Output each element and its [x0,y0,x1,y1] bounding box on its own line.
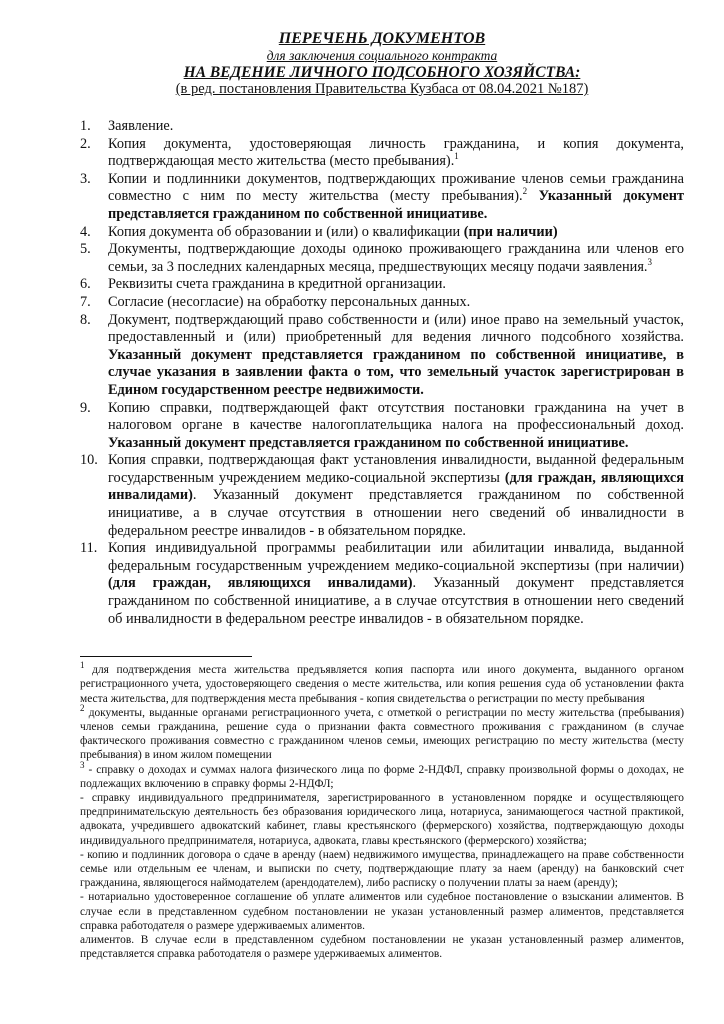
list-item [80,118,684,136]
item-text-bold: (при наличии) [463,223,558,240]
list-item [80,400,684,453]
footnote-ref: 2 [522,186,528,197]
item-number: 3. [80,170,91,187]
item-text-bold: (для граждан, являющихся инвалидами) [108,575,413,592]
item-text-bold: Указанный документ представляется гражданином по собственной инициативе. [108,434,629,451]
item-text-plain: Копия справки, подтверждающая факт установления инвалидности, выданной федеральным государственным учреждением медико-социальной экспертизы [108,452,684,486]
footnote-ref: 1 [454,151,459,162]
footnote-number: 3 [80,759,85,770]
item-text-plain-tail: . Указанный документ представляется гражданином по собственной инициативе, а в случае отсутствия в отношении него сведений об инвалидности в федеральном реестре инвалидов - в обязательном порядке. [108,487,684,539]
document-main-heading: НА ВЕДЕНИЕ ЛИЧНОГО ПОДСОБНОГО ХОЗЯЙСТВА: [183,64,581,81]
list-item [80,224,684,242]
item-text-plain: Копию справки, подтверждающей факт отсутствия постановки гражданина на учет в налоговом органе в качестве налогоплательщика налога на профессиональный доход. [108,399,684,434]
list-item [80,452,684,540]
footnote-1 [80,660,684,706]
footnote-duplicate-text: алиментов. В случае если в представленном судебном постановлении не указан установленный размер алиментов, представляется справка работодателя о размере удерживаемых алиментов. [80,934,684,961]
item-text [108,276,684,294]
item-text-bold: Указанный документ представляется гражданином по собственной инициативе. [108,188,684,222]
item-text [108,312,684,400]
item-text-bold: (для граждан, являющихся инвалидами) [108,469,685,504]
list-item [80,136,684,171]
item-number: 8. [80,311,91,328]
footnotes [80,660,684,961]
item-number: 5. [80,241,91,258]
footnote-number: 1 [80,660,85,671]
document-subtitle: для заключения социального контракта [266,48,498,63]
footnote-3-item: - справку индивидуального предпринимателя, зарегистрированного в установленном порядке и осуществляющего предпринимательскую деятельность без образования юридического лица, нотариуса, занимающегося частной практикой, адвоката, учредившего адвокатский кабинет, главы крестьянского (фермерского) хозяйства, подтверждающую доходы индивидуального предпринимателя, нотариуса, адвоката, главы крестьянского (фермерского) хозяйства; [80,792,684,847]
item-number: 7. [80,293,91,310]
document-title: ПЕРЕЧЕНЬ ДОКУМЕНТОВ [278,30,486,47]
list-item [80,540,684,628]
item-text [108,224,684,242]
list-item [80,241,684,276]
item-text-plain: Копия документа, удостоверяющая личность гражданина, и копия документа, подтверждающая место жительства (место пребывания). [108,135,684,170]
item-text [108,241,684,276]
item-number: 10. [80,452,98,469]
item-text-plain: Документы, подтверждающие доходы одиноко проживающего гражданина или членов его семьи, за 3 последних календарных месяца, предшествующих месяцу подачи заявления. [108,241,684,275]
item-text [108,136,684,171]
item-text-plain: Копия документа об образовании и (или) о квалификации [108,223,461,240]
document-list [80,118,684,628]
list-item [80,171,684,224]
footnote-text: - справку о доходах и суммах налога физического лица по форме 2-НДФЛ, справку произвольной формы о доходах, не подлежащих включению в справку формы 2-НДФЛ; [80,763,684,790]
footnote-3-item: - нотариально удостоверенное соглашение об уплате алиментов или судебное постановление о взыскании алиментов. В случае если в представленном судебном постановлении не указан установленный размер алиментов, представляется справка работодателя о размере удерживаемых алиментов. [80,891,684,932]
item-number: 9. [80,399,91,416]
item-number: 11. [80,540,98,557]
footnote-number: 2 [80,703,85,714]
item-text-plain: Документ, подтверждающий право собственности и (или) иное право на земельный участок, предоставленный и (или) приобретенный для ведения личного подсобного хозяйства. [108,311,684,346]
list-item [80,312,684,400]
item-number: 1. [80,118,91,134]
item-text-plain: Согласие (несогласие) на обработку персональных данных. [108,293,471,310]
list-item [80,276,684,294]
list-item [80,294,684,312]
item-text [108,294,684,312]
item-text [108,400,684,453]
item-text [108,118,684,136]
item-text [108,171,684,224]
footnote-separator [80,656,252,657]
item-text-bold: Указанный документ представляется гражданином по собственной инициативе, в случае указания в заявлении факта о том, что земельный участок зарегистрирован в Едином государственном реестре недвижимости. [108,346,684,398]
footnote-2 [80,703,684,763]
item-text [108,540,684,628]
item-text-plain: Реквизиты счета гражданина в кредитной организации. [108,276,446,293]
document-header [80,30,684,98]
item-text [108,452,684,540]
item-text-plain: Копии и подлинники документов, подтверждающих проживание членов семьи гражданина совместно с ним по месту жительства (месту пребывания). [108,170,684,205]
item-number: 6. [80,276,91,293]
footnote-text: документы, выданные органами регистрационного учета, с отметкой о регистрации по месту жительства (пребывания) членов семьи гражданина, решение суда о признании факта совместного проживания с гражданином (в случае фактического проживания совместно с гражданином членов семьи, имеющих регистрацию по месту жительства (месту пребывания) в ином жилом помещении [80,706,684,762]
document-revision-note: (в ред. постановления Правительства Кузбаса от 08.04.2021 №187) [175,81,589,97]
item-number: 4. [80,223,91,240]
item-text-plain-tail: . Указанный документ представляется гражданином по собственной инициативе, а в случае отсутствия в отношении него сведений об инвалидности в федеральном реестре инвалидов - в обязательном порядке. [108,575,684,627]
footnote-3-item: - копию и подлинник договора о сдаче в аренду (наем) недвижимого имущества, принадлежащего на праве собственности семье или отдельным ее членам, и выписки по счету, подтверждающие плату за наем (аренду) на банковский счет гражданина, являющегося наймодателем (арендодателем), либо расписку о получении платы за наем (аренду); [80,848,684,890]
footnote-3 [80,759,684,791]
footnote-text: для подтверждения места жительства предъявляется копия паспорта или иного документа, выданного органом регистрационного учета, удостоверяющего сведения о месте жительства, или копия решения суда об установлении факта места жительства, для подтверждения места пребывания - копия свидетельства о регистрации по месту пребывания [80,664,684,705]
item-number: 2. [80,135,91,152]
footnote-ref: 3 [647,256,652,267]
item-text-plain: Заявление. [108,118,174,134]
item-text-plain: Копия индивидуальной программы реабилитации или абилитации инвалида, выданной федеральным государственным учреждением медико-социальной экспертизы (при наличии) [108,540,684,574]
